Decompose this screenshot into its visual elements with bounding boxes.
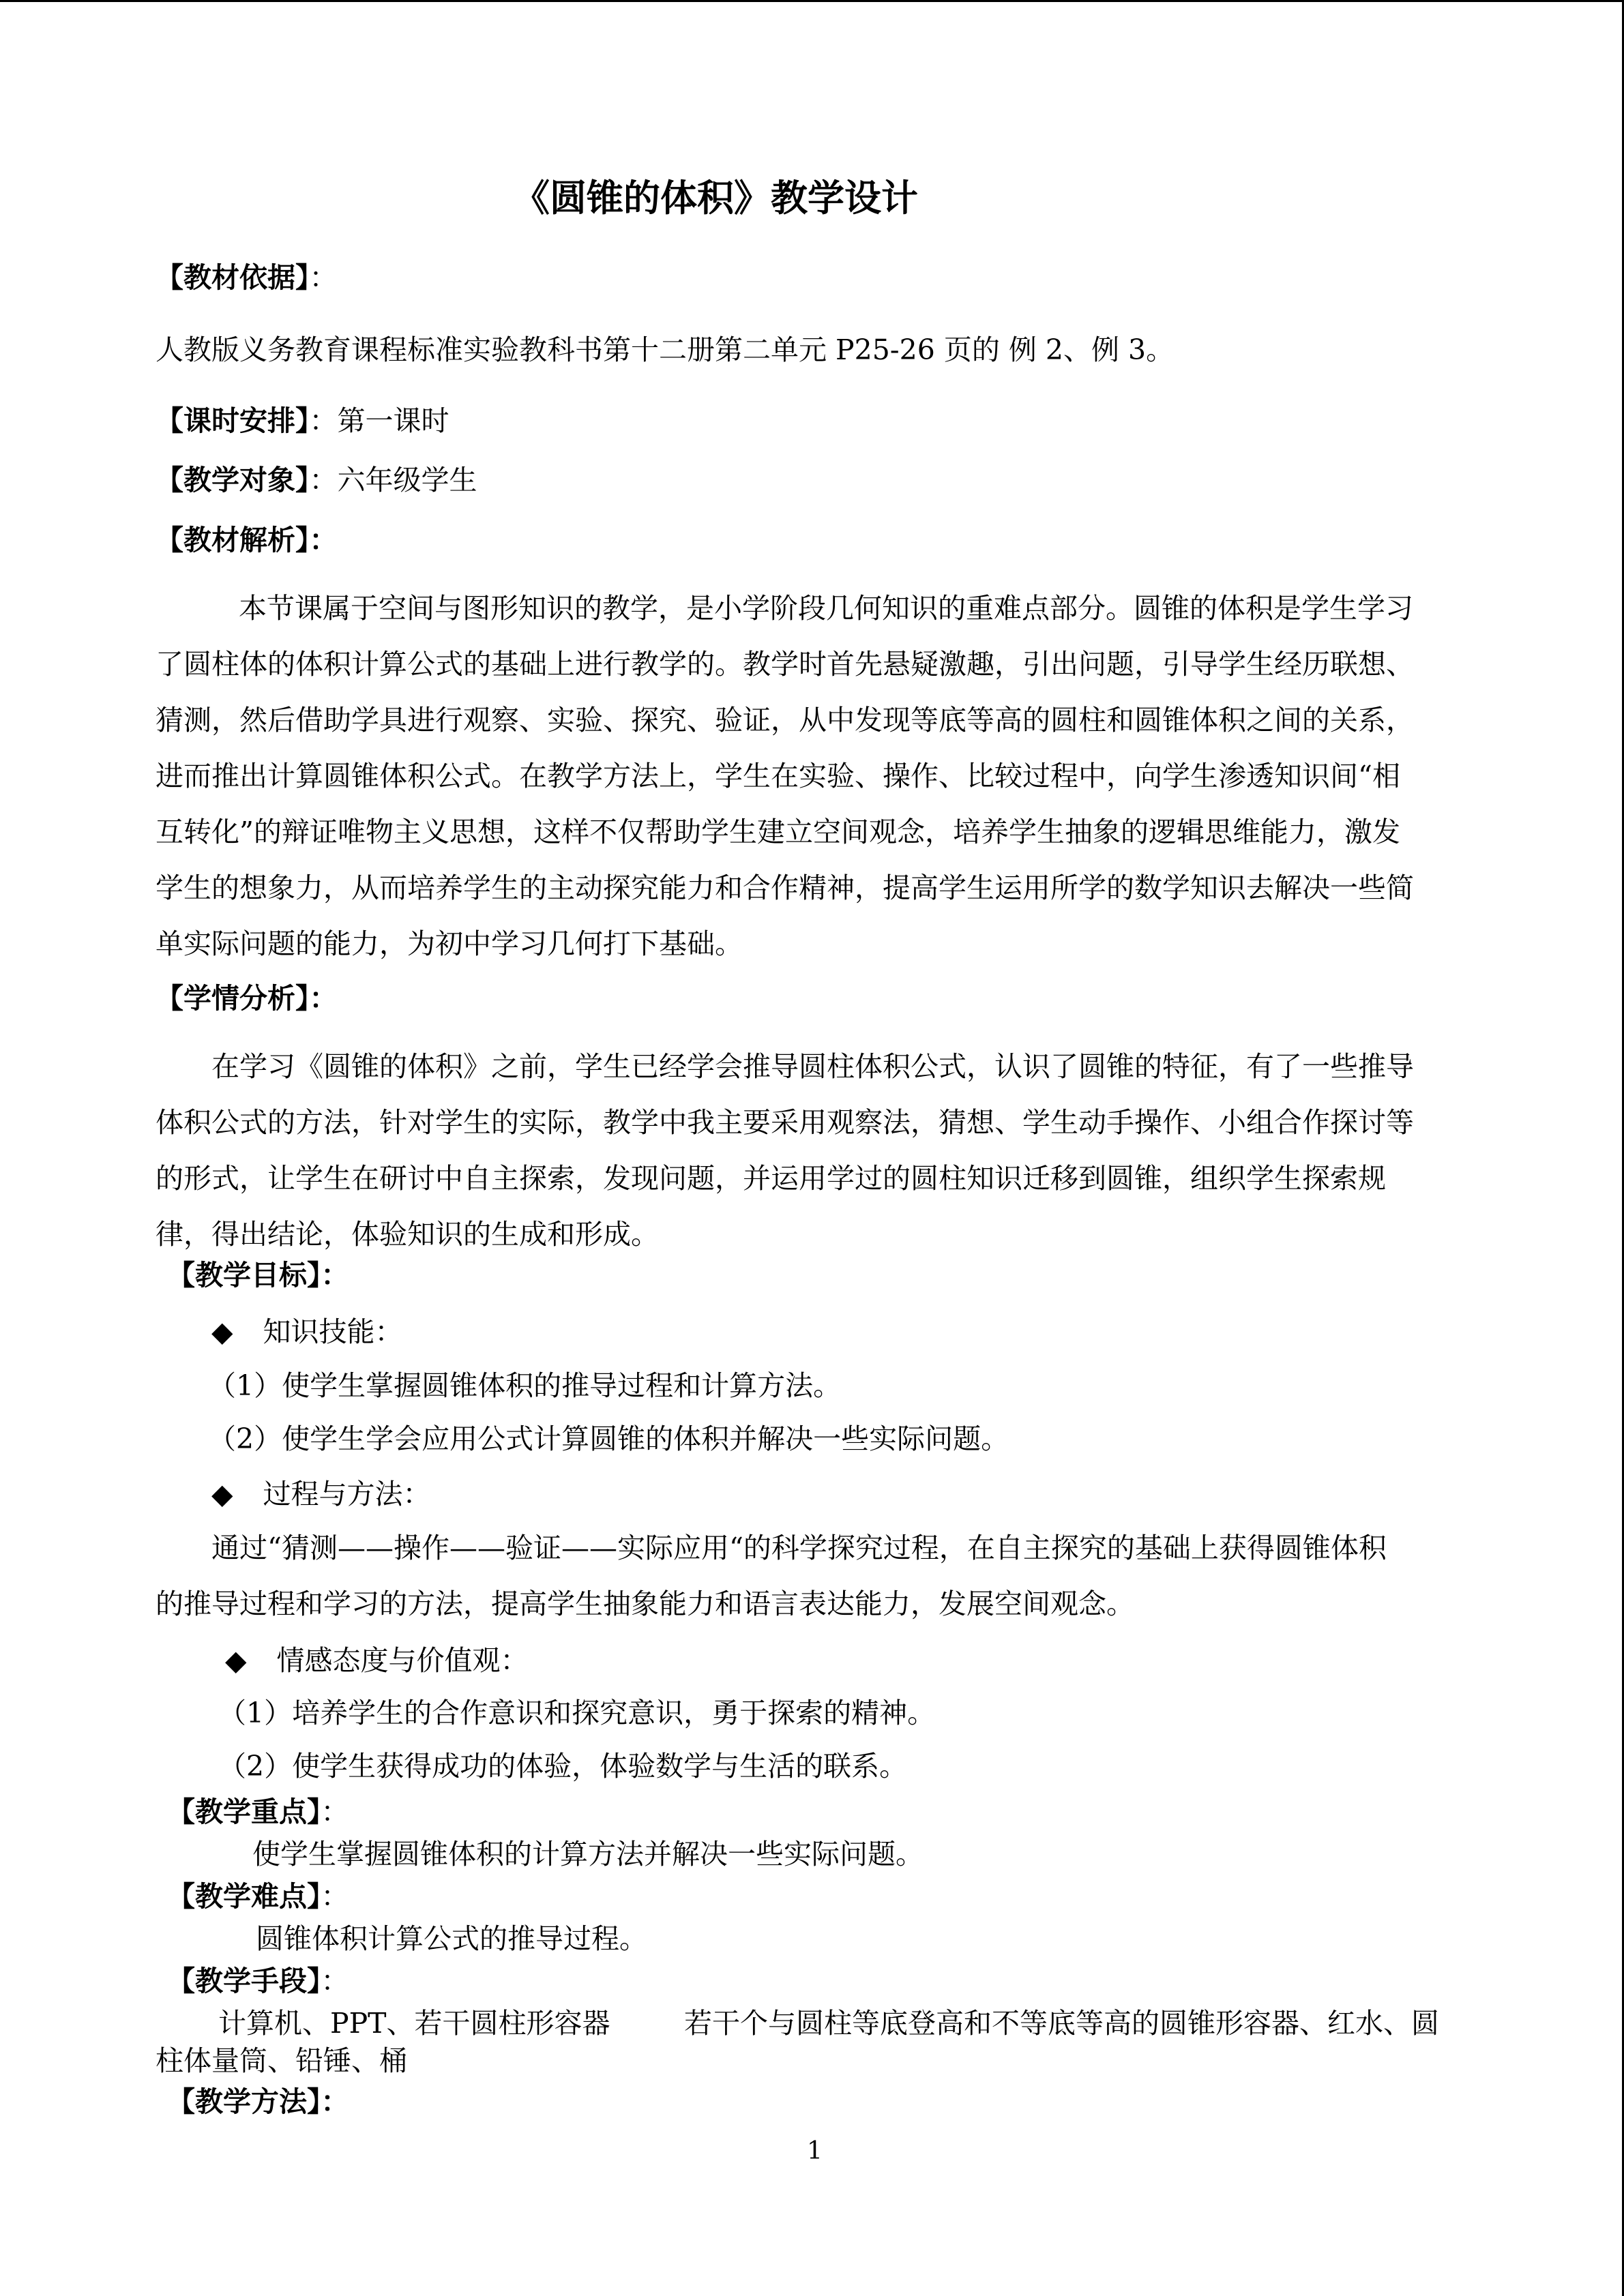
analysis-line: 猜测，然后借助学具进行观察、实验、探究、验证，从中发现等底等高的圆柱和圆锥体积之间的关系， <box>156 704 1414 736</box>
analysis-line: 进而推出计算圆锥体积公式。在教学方法上，学生在实验、操作、比较过程中，向学生渗透知识间“相 <box>156 760 1400 792</box>
section-basis-heading <box>156 261 338 295</box>
section-students-paragraph <box>156 1039 1465 1262</box>
page-number: 1 <box>807 2137 823 2165</box>
students-line: 在学习《圆锥的体积》之前，学生已经学会推导圆柱体积公式，认识了圆锥的特征，有了一些推导 <box>211 1050 1414 1083</box>
goals-knowledge-heading <box>211 1315 403 1349</box>
goals-process-heading <box>211 1478 431 1511</box>
goals-emotion-item: （2）使学生获得成功的体验，体验数学与生活的联系。 <box>218 1750 908 1783</box>
students-line: 的形式，让学生在研讨中自主探索，发现问题，并运用学过的圆柱知识迁移到圆锥，组织学生探索规 <box>156 1162 1386 1195</box>
section-basis-suffix: ： <box>309 261 338 294</box>
section-key-label: 【教学重点】 <box>167 1795 321 1828</box>
analysis-line: 了圆柱体的体积计算公式的基础上进行教学的。教学时首先悬疑激趣，引出问题，引导学生经历联想、 <box>156 648 1414 681</box>
goals-emotion-item: （1）培养学生的合作意识和探究意识，勇于探索的精神。 <box>218 1697 936 1729</box>
section-difficulty-heading <box>167 1880 349 1913</box>
goals-process-title: 过程与方法： <box>263 1478 431 1510</box>
section-students-heading: 【学情分析】： <box>156 982 338 1015</box>
section-basis-body: 人教版义务教育课程标准实验教科书第十二册第二单元 P25-26 页的 例 2、例 3。 <box>156 333 1175 366</box>
goals-knowledge-item: （1）使学生掌握圆锥体积的推导过程和计算方法。 <box>208 1369 842 1402</box>
section-schedule-label: 【课时安排】 <box>156 404 310 437</box>
analysis-line: 互转化”的辩证唯物主义思想，这样不仅帮助学生建立空间观念，培养学生抽象的逻辑思维能力，激发 <box>156 816 1400 848</box>
diamond-bullet-icon: ◆ <box>211 1315 233 1348</box>
section-schedule-value: ：第一课时 <box>309 404 449 437</box>
section-key-suffix: ： <box>321 1795 349 1828</box>
section-basis-label: 【教材依据】 <box>156 261 310 294</box>
section-means-label: 【教学手段】 <box>167 1965 321 1997</box>
process-line: 通过“猜测——操作——验证——实际应用“的科学探究过程，在自主探究的基础上获得圆锥体积 <box>211 1532 1387 1564</box>
section-difficulty-label: 【教学难点】 <box>167 1880 321 1913</box>
section-means-line2: 柱体量筒、铅锤、桶 <box>156 2044 407 2077</box>
section-means-line1b: 若干个与圆柱等底登高和不等底等高的圆锥形容器、红水、圆 <box>684 2007 1439 2040</box>
section-analysis-heading: 【教材解析】： <box>156 524 338 556</box>
section-means-line1a: 计算机、PPT、若干圆柱形容器 <box>218 2007 610 2040</box>
process-line: 的推导过程和学习的方法，提高学生抽象能力和语言表达能力，发展空间观念。 <box>156 1587 1134 1620</box>
section-target-value: ：六年级学生 <box>309 464 477 496</box>
goals-emotion-heading <box>225 1644 529 1678</box>
section-goals-heading: 【教学目标】： <box>167 1259 349 1292</box>
section-difficulty-suffix: ： <box>321 1880 349 1913</box>
analysis-line: 本节课属于空间与图形知识的教学，是小学阶段几何知识的重难点部分。圆锥的体积是学生学习 <box>239 592 1413 625</box>
section-key-body: 使学生掌握圆锥体积的计算方法并解决一些实际问题。 <box>252 1838 924 1870</box>
goals-knowledge-title: 知识技能： <box>263 1315 403 1348</box>
section-analysis-paragraph <box>156 580 1465 972</box>
students-line: 律，得出结论，体验知识的生成和形成。 <box>156 1218 659 1251</box>
analysis-line: 学生的想象力，从而培养学生的主动探究能力和合作精神，提高学生运用所学的数学知识去解决一些简 <box>156 871 1414 904</box>
goals-emotion-title: 情感态度与价值观： <box>276 1644 529 1677</box>
section-target <box>156 464 477 497</box>
analysis-line: 单实际问题的能力，为初中学习几何打下基础。 <box>156 927 743 960</box>
section-schedule <box>156 404 449 438</box>
section-target-label: 【教学对象】 <box>156 464 310 496</box>
goals-knowledge-item: （2）使学生学会应用公式计算圆锥的体积并解决一些实际问题。 <box>208 1422 1009 1455</box>
section-means-heading <box>167 1965 349 1998</box>
diamond-bullet-icon: ◆ <box>211 1478 233 1510</box>
section-method-heading: 【教学方法】： <box>167 2085 349 2118</box>
section-means-suffix: ： <box>321 1965 349 1997</box>
students-line: 体积公式的方法，针对学生的实际，教学中我主要采用观察法，猜想、学生动手操作、小组合作探讨等 <box>156 1106 1414 1139</box>
diamond-bullet-icon: ◆ <box>225 1644 247 1677</box>
section-key-heading <box>167 1795 349 1829</box>
section-difficulty-body: 圆锥体积计算公式的推导过程。 <box>256 1922 647 1955</box>
document-title: 《圆锥的体积》教学设计 <box>513 176 918 220</box>
goals-process-paragraph <box>156 1520 1465 1632</box>
